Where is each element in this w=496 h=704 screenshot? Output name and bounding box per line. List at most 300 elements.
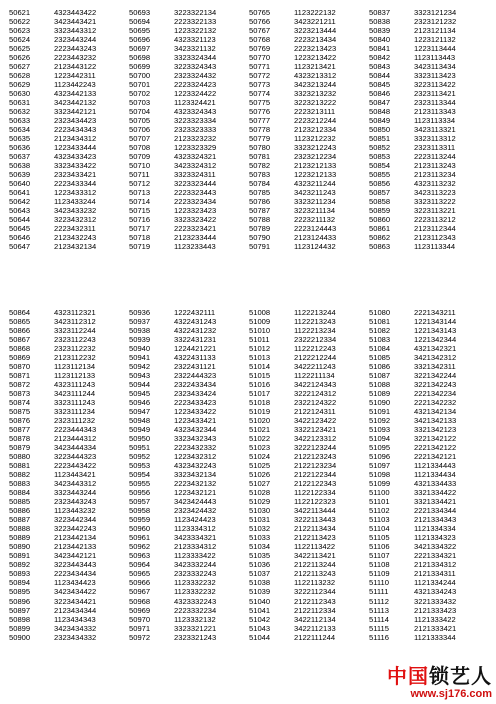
row-value: 1123334312 [174,524,216,534]
row-value: 3321342311 [414,362,456,372]
table-row [249,80,369,89]
table-row [369,107,489,116]
table-row [9,116,129,125]
row-number: 50946 [129,398,151,408]
row-number: 51044 [249,632,271,642]
table-row [249,233,369,242]
row-number: 50885 [9,497,31,507]
row-number: 50782 [249,161,271,171]
row-value: 2323434332 [54,632,97,642]
row-number: 51011 [249,335,270,345]
row-number: 50937 [129,317,151,327]
row-value: 3423211243 [294,188,336,198]
table-row [129,308,249,317]
table-row [129,116,249,125]
table-row [9,380,129,389]
row-value: 1123424423 [174,515,216,525]
row-value: 1123113334 [414,116,456,126]
row-value: 3423321132 [174,44,216,54]
row-value: 3423332244 [174,560,217,570]
table-row [249,371,369,380]
row-value: 2323332243 [174,569,217,579]
row-value: 2322212334 [294,335,337,345]
row-number: 50628 [9,71,31,81]
column-group [9,308,129,642]
table-row [9,515,129,524]
row-number: 50896 [9,596,31,606]
row-value: 2223124443 [294,224,337,234]
row-number: 50780 [249,143,271,153]
column-group [369,8,489,251]
row-number: 50842 [369,53,391,63]
table-row [369,452,489,461]
table-row [129,125,249,134]
row-number: 50765 [249,8,271,17]
table-row [129,497,249,506]
table-row [129,371,249,380]
row-value: 4323112321 [54,308,96,317]
table-row [129,624,249,633]
row-value: 2223443232 [54,53,97,63]
row-number: 50958 [129,506,151,516]
row-value: 3423444334 [54,443,97,453]
row-number: 51026 [249,470,271,480]
table-row [9,317,129,326]
row-number: 50898 [9,614,31,624]
row-value: 2223213111 [294,107,336,117]
row-value: 2122123243 [294,452,337,462]
row-value: 1122213234 [294,326,336,336]
row-value: 2223213423 [294,44,337,54]
table-row [249,107,369,116]
row-number: 51013 [249,353,271,363]
row-value: 1223433422 [174,407,217,417]
row-value: 2123444312 [54,434,97,444]
table-row [129,470,249,479]
row-value: 4323332243 [174,596,217,606]
row-value: 1121334443 [414,461,456,471]
table-row [249,179,369,188]
table-row [129,8,249,17]
table-row [249,479,369,488]
row-number: 50952 [129,452,151,462]
row-value: 2122122344 [294,470,337,480]
table-row [9,71,129,80]
table-row [9,353,129,362]
row-value: 1123434423 [54,578,96,588]
row-number: 50954 [129,470,151,480]
row-value: 1122213244 [294,308,336,317]
row-number: 51113 [369,605,389,615]
row-number: 50868 [9,344,31,354]
table-row [129,551,249,560]
row-value: 3323432343 [174,434,217,444]
row-number: 50772 [249,71,271,81]
row-value: 2123432243 [54,233,97,243]
row-value: 4322431243 [174,317,217,327]
table-row [249,407,369,416]
row-value: 2223443243 [54,44,97,54]
table-row [129,524,249,533]
row-number: 50867 [9,335,31,345]
row-value: 2122123234 [294,461,337,471]
row-value: 3223442344 [54,515,97,525]
row-value: 1223212133 [294,170,337,180]
table-row [9,344,129,353]
table-row [249,242,369,251]
table-row [9,443,129,452]
table-row [369,624,489,633]
row-number: 50865 [9,317,31,327]
table-row [129,224,249,233]
table-row [129,179,249,188]
table-row [9,533,129,542]
table-row [9,407,129,416]
row-number: 50625 [9,44,31,54]
row-number: 51112 [369,596,389,606]
row-value: 1223433444 [54,143,97,153]
table-row [369,497,489,506]
row-value: 2123113343 [414,107,456,117]
table-row [9,215,129,224]
table-row [9,152,129,161]
table-row [129,98,249,107]
row-number: 50861 [369,224,391,234]
row-number: 51096 [369,452,391,462]
row-number: 50878 [9,434,31,444]
row-number: 50701 [129,80,151,90]
row-value: 3423113223 [414,188,456,198]
row-number: 50854 [369,161,391,171]
row-value: 4322431133 [174,353,216,363]
row-value: 1122113422 [294,542,336,552]
table-row [9,615,129,624]
row-value: 1121334323 [414,533,456,543]
table-row [9,233,129,242]
row-number: 51035 [249,551,271,561]
row-value: 2323321243 [174,632,217,642]
table-row [369,335,489,344]
row-value: 1223323423 [174,206,217,216]
row-number: 50943 [129,371,151,381]
row-number: 51095 [369,443,391,453]
row-value: 3223113221 [414,206,456,216]
table-row [9,524,129,533]
table-row [369,98,489,107]
table-row [129,416,249,425]
row-value: 3323111243 [54,398,96,408]
watermark-url: www.sj176.com [410,688,492,700]
row-value: 3223432312 [54,215,97,225]
table-row [129,542,249,551]
row-value: 3321334421 [414,497,457,507]
row-value: 1223213422 [294,53,337,63]
row-number: 50776 [249,107,271,117]
row-number: 51034 [249,542,271,552]
table-row [369,353,489,362]
table-row [369,233,489,242]
table-row [369,515,489,524]
table-row [129,362,249,371]
row-value: 1123112134 [54,362,96,372]
table-row [129,569,249,578]
row-value: 2123121134 [414,26,456,36]
row-number: 50850 [369,125,391,135]
row-number: 50622 [9,17,31,27]
row-value: 2123443122 [54,62,97,72]
row-value: 2121334312 [414,560,457,570]
table-row [249,335,369,344]
table-row [249,17,369,26]
row-number: 50642 [9,197,31,207]
table-row [249,615,369,624]
row-value: 3422112133 [294,623,336,633]
table-row [9,80,129,89]
row-value: 3422211243 [294,362,336,372]
row-number: 50775 [249,98,271,108]
row-number: 51107 [369,551,390,561]
row-value: 1123332232 [174,587,216,597]
table-row [129,597,249,606]
row-number: 51012 [249,344,271,354]
table-row [9,206,129,215]
row-number: 51017 [249,389,271,399]
row-value: 2122113243 [294,569,336,579]
row-number: 50872 [9,380,31,390]
row-number: 50967 [129,587,151,597]
row-number: 50843 [369,62,391,72]
table-row [9,506,129,515]
table-row [9,125,129,134]
row-number: 50838 [369,17,391,27]
row-number: 50971 [129,623,151,633]
row-value: 3323211234 [294,197,336,207]
row-number: 50640 [9,179,31,189]
row-value: 2221343211 [414,308,456,317]
table-row [9,398,129,407]
row-value: 2123442133 [54,542,97,552]
row-number: 50964 [129,560,151,570]
row-number: 50866 [9,326,31,336]
row-number: 50944 [129,380,151,390]
row-value: 2223323421 [174,224,217,234]
row-number: 50636 [9,143,31,153]
table-row [129,335,249,344]
row-number: 50712 [129,179,151,189]
row-number: 50778 [249,125,271,135]
row-value: 2223212244 [294,116,337,126]
table-row [129,26,249,35]
table-row [249,398,369,407]
row-value: 3423213244 [294,80,337,90]
row-number: 50875 [9,407,31,417]
table-row [129,197,249,206]
row-number: 50945 [129,389,151,399]
table-row [249,560,369,569]
row-number: 51036 [249,560,271,570]
row-number: 50635 [9,134,31,144]
row-value: 1122113232 [294,578,336,588]
table-row [369,587,489,596]
row-number: 50647 [9,242,31,252]
row-number: 51086 [369,362,391,372]
row-number: 51101 [369,497,390,507]
row-value: 2323424432 [174,506,217,516]
row-number: 50884 [9,488,31,498]
table-row [9,497,129,506]
row-number: 50968 [129,596,151,606]
row-number: 51105 [369,533,390,543]
row-value: 3323324311 [174,170,216,180]
row-value: 2121333423 [414,605,457,615]
row-number: 51102 [369,506,390,516]
table-row [249,206,369,215]
table-row [369,188,489,197]
row-value: 1223433312 [54,188,97,198]
row-value: 3423334321 [174,533,217,543]
row-number: 50700 [129,71,151,81]
row-value: 2223323443 [174,188,217,198]
table-row [369,143,489,152]
row-value: 2122112343 [294,596,336,606]
table-row [369,179,489,188]
row-value: 3423112312 [54,317,96,327]
row-number: 50942 [129,362,151,372]
row-number: 50788 [249,215,271,225]
row-number: 50703 [129,98,151,108]
row-value: 2123212133 [294,161,337,171]
row-number: 50791 [249,242,271,252]
row-number: 51081 [369,317,391,327]
row-number: 51030 [249,506,271,516]
row-number: 51014 [249,362,271,372]
row-number: 51025 [249,461,271,471]
row-number: 51099 [369,479,391,489]
row-number: 50702 [129,89,151,99]
table-row [369,615,489,624]
table-row [249,134,369,143]
row-value: 3223443443 [54,560,97,570]
table-row [249,606,369,615]
row-number: 50897 [9,605,31,615]
row-value: 4323442133 [54,89,97,99]
row-value: 2123113234 [414,170,456,180]
table-row [129,44,249,53]
row-number: 51097 [369,461,391,471]
table-row [369,398,489,407]
row-number: 50766 [249,17,271,27]
row-value: 4323113232 [414,179,456,189]
row-number: 51038 [249,578,271,588]
table-row [9,416,129,425]
table-row [129,35,249,44]
row-number: 51082 [369,326,391,336]
row-number: 50957 [129,497,151,507]
row-value: 2122124311 [294,407,336,417]
table-row [249,443,369,452]
table-row [369,53,489,62]
table-row [9,569,129,578]
table-row [249,452,369,461]
row-value: 3423442132 [54,98,97,108]
table-row [249,26,369,35]
table-row [9,542,129,551]
row-value: 2221342121 [414,452,457,462]
row-value: 3222123244 [294,443,337,453]
row-number: 50969 [129,605,151,615]
row-number: 50948 [129,416,151,426]
row-value: 2323443243 [54,497,97,507]
column-group [129,308,249,642]
table-row [249,8,369,17]
row-number: 50699 [129,62,151,72]
row-number: 51089 [369,389,391,399]
row-number: 50634 [9,125,31,135]
table-row [369,170,489,179]
row-value: 4321342134 [414,407,457,417]
row-value: 1121333422 [414,614,456,624]
row-number: 50708 [129,143,151,153]
table-row [9,17,129,26]
table-row [9,35,129,44]
table-row [9,143,129,152]
table-row [369,407,489,416]
table-row [369,71,489,80]
table-row [249,89,369,98]
table-row [249,308,369,317]
row-number: 50889 [9,533,31,543]
row-number: 50623 [9,26,31,36]
row-number: 50870 [9,362,31,372]
row-number: 50646 [9,233,31,243]
table-row [9,551,129,560]
table-row [369,224,489,233]
table-row [249,515,369,524]
row-value: 3423443312 [54,479,97,489]
row-value: 2223433344 [54,179,97,189]
row-value: 2322433434 [174,380,217,390]
row-value: 1223432312 [174,452,217,462]
table-row [9,107,129,116]
row-number: 51091 [369,407,391,417]
row-number: 50970 [129,614,151,624]
table-row [129,461,249,470]
table-row [129,134,249,143]
row-value: 2223443422 [54,461,97,471]
table-row [249,597,369,606]
row-value: 3423424443 [174,497,217,507]
row-value: 2123112344 [414,224,456,234]
table-row [249,425,369,434]
table-row [249,587,369,596]
row-number: 50769 [249,44,271,54]
row-value: 1122211134 [294,371,335,381]
row-number: 50951 [129,443,151,453]
row-value: 1123222132 [294,8,336,17]
table-row [369,80,489,89]
table-row [369,197,489,206]
row-number: 50880 [9,452,31,462]
row-value: 2223324423 [174,80,217,90]
table-row [129,560,249,569]
table-row [129,533,249,542]
row-number: 50888 [9,524,31,534]
table-row [249,224,369,233]
table-row [249,317,369,326]
table-row [9,8,129,17]
row-value: 2323113421 [414,89,456,99]
row-value: 2223434434 [54,569,97,579]
